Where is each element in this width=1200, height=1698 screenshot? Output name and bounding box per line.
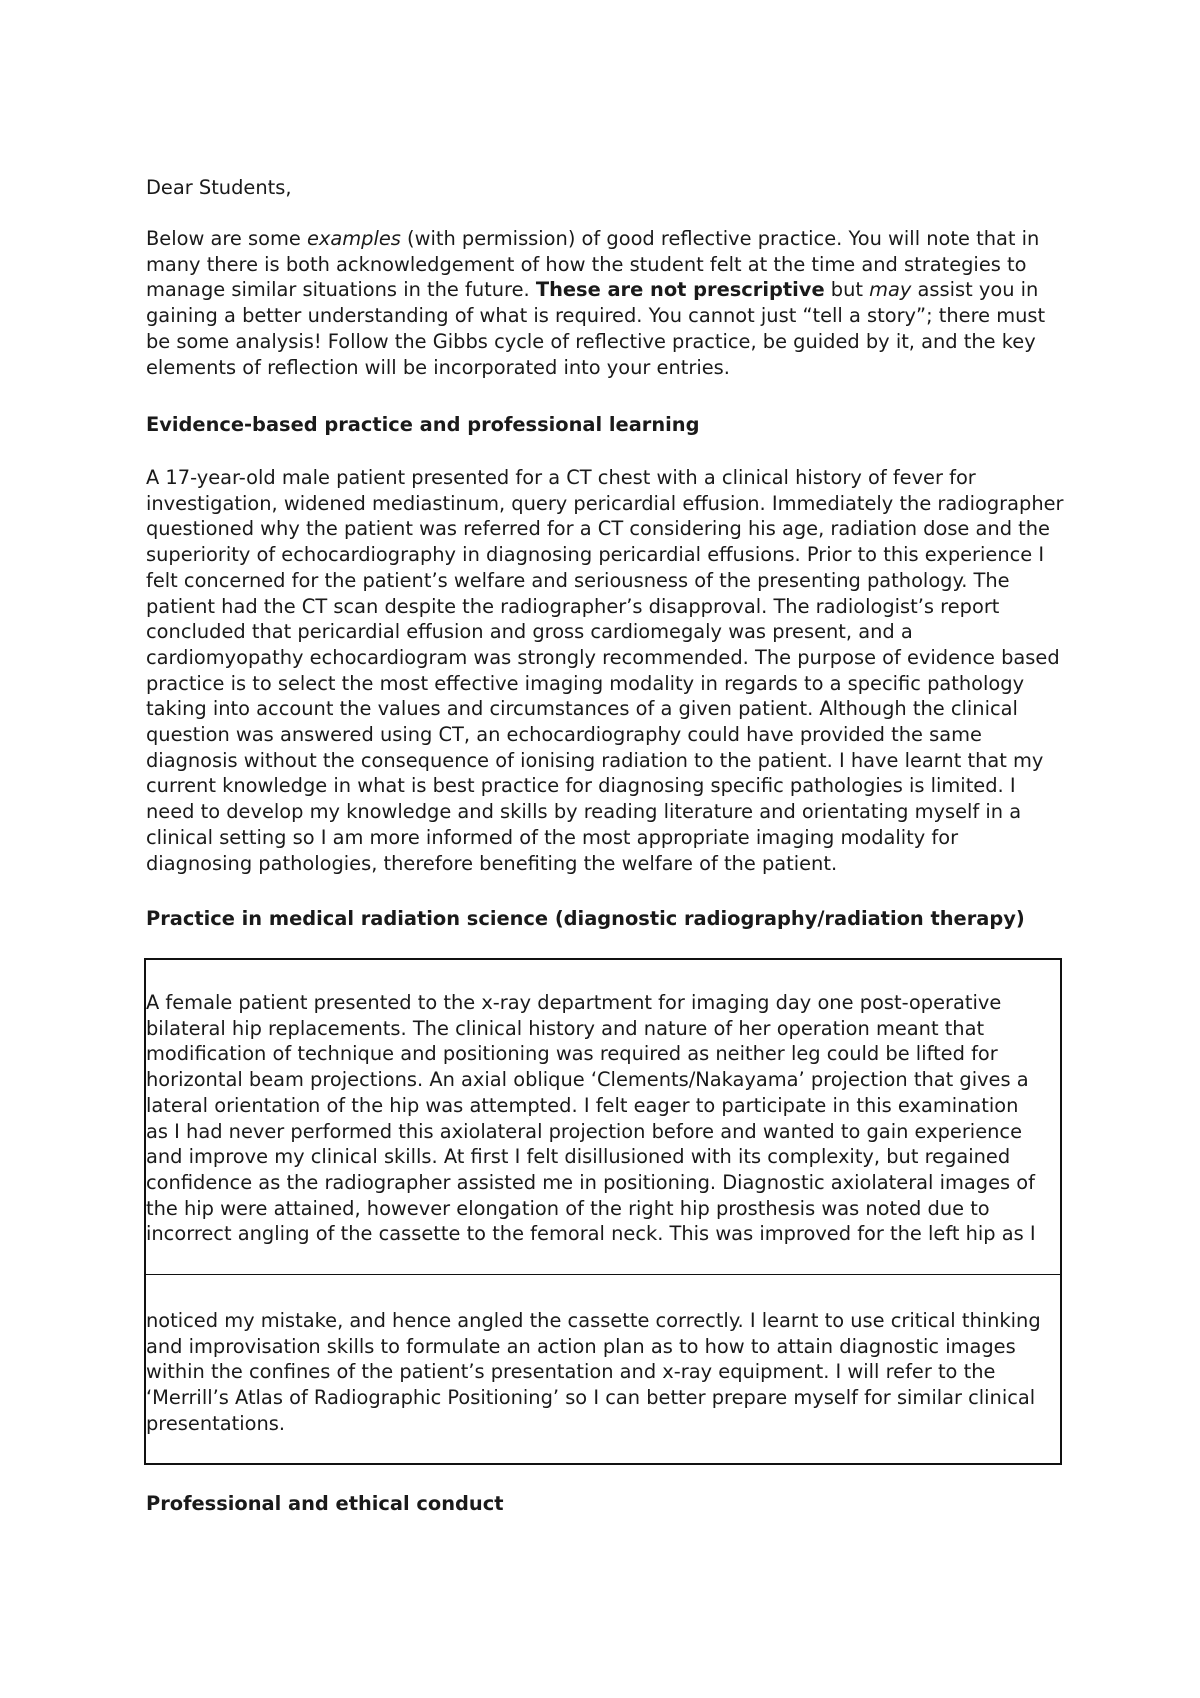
reflection-table-cell-1: A female patient presented to the x-ray department for imaging day one post-operative bilateral hip replacements. The clinical history and nature of her operation meant that modification of technique and positioning was required as neither leg could be lifted for horizontal beam projections. An axial oblique ‘Clements/Nakayama’ projection that gives a lateral orientation of the hip was attempted. I felt eager to participate in this examination as I had never performed this axiolateral projection before and wanted to gain experience and improve my clinical skills. At first I felt disillusioned with its complexity, but regained confidence as the radiographer assisted me in positioning. Diagnostic axiolateral images of the hip were attained, however elongation of the right hip prosthesis was noted due to incorrect angling of the cassette to the femoral neck. This was improved for the left hip as I [146,991,1036,1246]
section-body-evidence-based-practice: A 17-year-old male patient presented for a CT chest with a clinical history of fever for investigation, widened mediastinum, query pericardial effusion. Immediately the radiographer questioned why the patient was referred for a CT considering his age, radiation dose and the superiority of echocardiography in diagnosing pericardial effusions. Prior to this experience I felt concerned for the patient’s welfare and seriousness of the presenting pathology. The patient had the CT scan despite the radiographer’s disapproval. The radiologist’s report concluded that pericardial effusion and gross cardiomegaly was present, and a cardiomyopathy echocardiogram was strongly recommended. The purpose of evidence based practice is to select the most effective imaging modality in regards to a specific pathology taking into account the values and circumstances of a given patient. Although the clinical question was answered using CT, an echocardiography could have provided the same diagnosis without the consequence of ionising radiation to the patient. I have learnt that my current knowledge in what is best practice for diagnosing specific pathologies is limited. I need to develop my knowledge and skills by reading literature and orientating myself in a clinical setting so I am more informed of the most appropriate imaging modality for diagnosing pathologies, therefore benefiting the welfare of the patient. [146,466,1064,875]
intro-bold-phrase: These are not prescriptive [535,278,825,302]
intro-examples-emphasis: examples [306,227,401,250]
intro-paragraph [146,226,1066,380]
section-heading-evidence-based-practice: Evidence-based practice and professional learning [146,413,700,436]
reflection-table-box [144,958,1062,1465]
intro-text-3: but [824,278,870,302]
intro-text-4: assist you in gaining a better understanding of what is required. You cannot just “tell a story”; there must be some analysis! Follow the Gibbs cycle of reflective practice, be guided by it, and the key elements of reflection will be incorporated into your entries. [146,278,1046,379]
greeting: Dear Students, [146,176,292,199]
intro-text-2: (with permission) of good reflective practice. You will note that in many there is both acknowledgement of how the student felt at the time and strategies to manage similar situations in the future. [146,227,1040,302]
table-row-divider [146,1274,1060,1275]
reflection-table-cell-2: noticed my mistake, and hence angled the cassette correctly. I learnt to use critical thinking and improvisation skills to formulate an action plan as to how to attain diagnostic images within the confines of the patient’s presentation and x-ray equipment. I will refer to the ‘Merrill’s Atlas of Radiographic Positioning’ so I can better prepare myself for similar clinical presentations. [146,1309,1041,1435]
intro-text-1: Below are some [146,227,307,250]
intro-may-emphasis: may [869,278,912,302]
section-heading-professional-ethical-conduct: Professional and ethical conduct [146,1492,504,1515]
section-heading-medical-radiation-practice: Practice in medical radiation science (diagnostic radiography/radiation therapy) [146,907,1025,930]
